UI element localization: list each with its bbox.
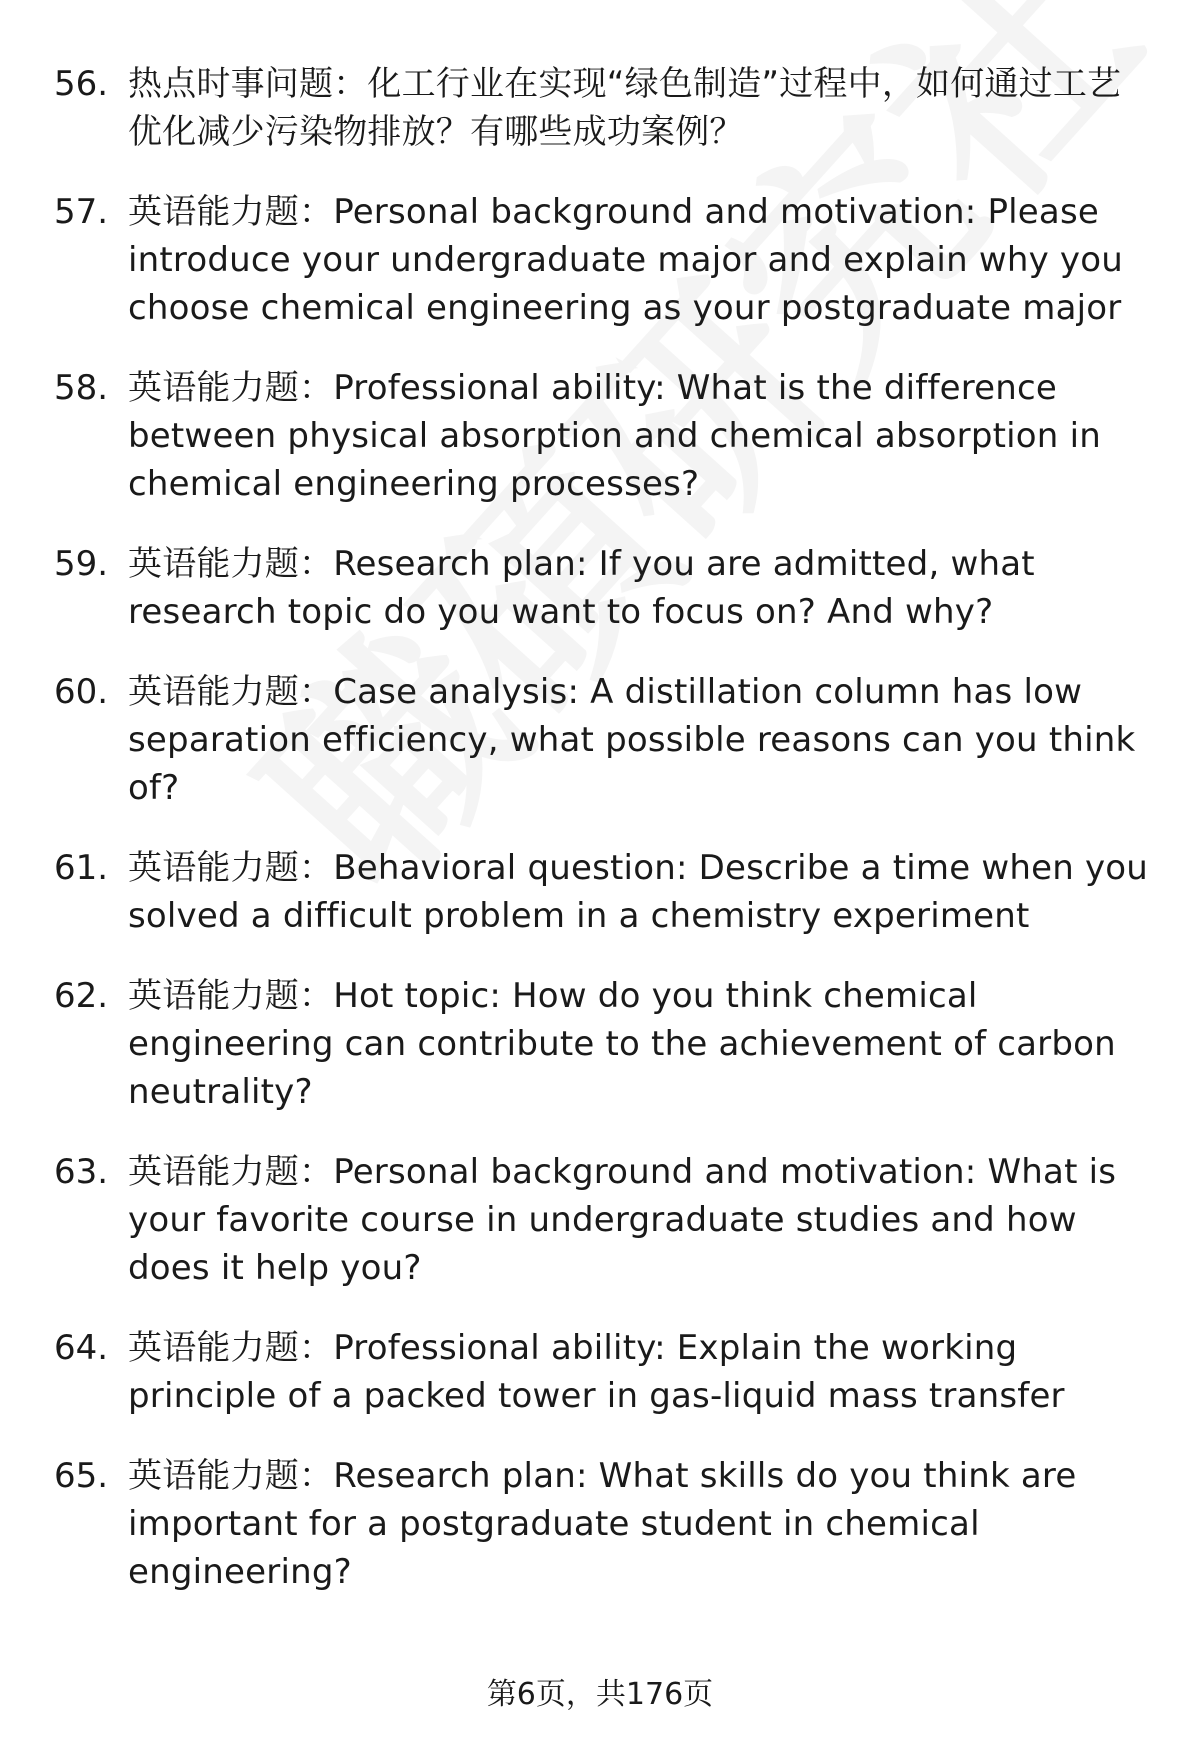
question-item-61	[54, 844, 1154, 940]
question-item-57	[54, 188, 1154, 332]
question-number: 59.	[54, 544, 109, 584]
question-number: 65.	[54, 1456, 109, 1496]
question-text: 英语能力题：Behavioral question: Describe a time when you solved a difficult problem in a chemistry experiment	[128, 848, 1149, 936]
question-item-65	[54, 1452, 1154, 1596]
question-number: 64.	[54, 1328, 109, 1368]
question-text: 英语能力题：Personal background and motivation: Please introduce your undergraduate major and explain why you choose chemical engineering as your postgraduate major	[128, 192, 1123, 328]
question-text: 热点时事问题：化工行业在实现“绿色制造”过程中，如何通过工艺优化减少污染物排放？有哪些成功案例？	[128, 64, 1122, 152]
question-item-59	[54, 540, 1154, 636]
question-number: 62.	[54, 976, 109, 1016]
question-text: 英语能力题：Personal background and motivation: What is your favorite course in undergraduate studies and how does it help you?	[128, 1152, 1117, 1288]
question-number: 56.	[54, 64, 109, 104]
question-number: 63.	[54, 1152, 109, 1192]
question-item-62	[54, 972, 1154, 1116]
question-number: 60.	[54, 672, 109, 712]
question-item-60	[54, 668, 1154, 812]
question-number: 61.	[54, 848, 109, 888]
question-text: 英语能力题：Professional ability: Explain the working principle of a packed tower in gas-liquid mass transfer	[128, 1328, 1065, 1416]
page-footer: 第6页，共176页	[486, 1677, 714, 1712]
question-text: 英语能力题：Research plan: If you are admitted, what research topic do you want to focus on? And why?	[128, 544, 1035, 632]
question-text: 英语能力题：Professional ability: What is the difference between physical absorption and chemical absorption in chemical engineering processes?	[128, 368, 1101, 504]
question-list	[54, 60, 1154, 1628]
question-number: 58.	[54, 368, 109, 408]
question-text: 英语能力题：Research plan: What skills do you think are important for a postgraduate student in chemical engineering?	[128, 1456, 1077, 1592]
question-item-63	[54, 1148, 1154, 1292]
question-item-64	[54, 1324, 1154, 1420]
question-item-56	[54, 60, 1154, 156]
question-number: 57.	[54, 192, 109, 232]
question-text: 英语能力题：Hot topic: How do you think chemical engineering can contribute to the achievement of carbon neutrality?	[128, 976, 1116, 1112]
question-item-58	[54, 364, 1154, 508]
question-text: 英语能力题：Case analysis: A distillation column has low separation efficiency, what possible reasons can you think of?	[128, 672, 1136, 808]
